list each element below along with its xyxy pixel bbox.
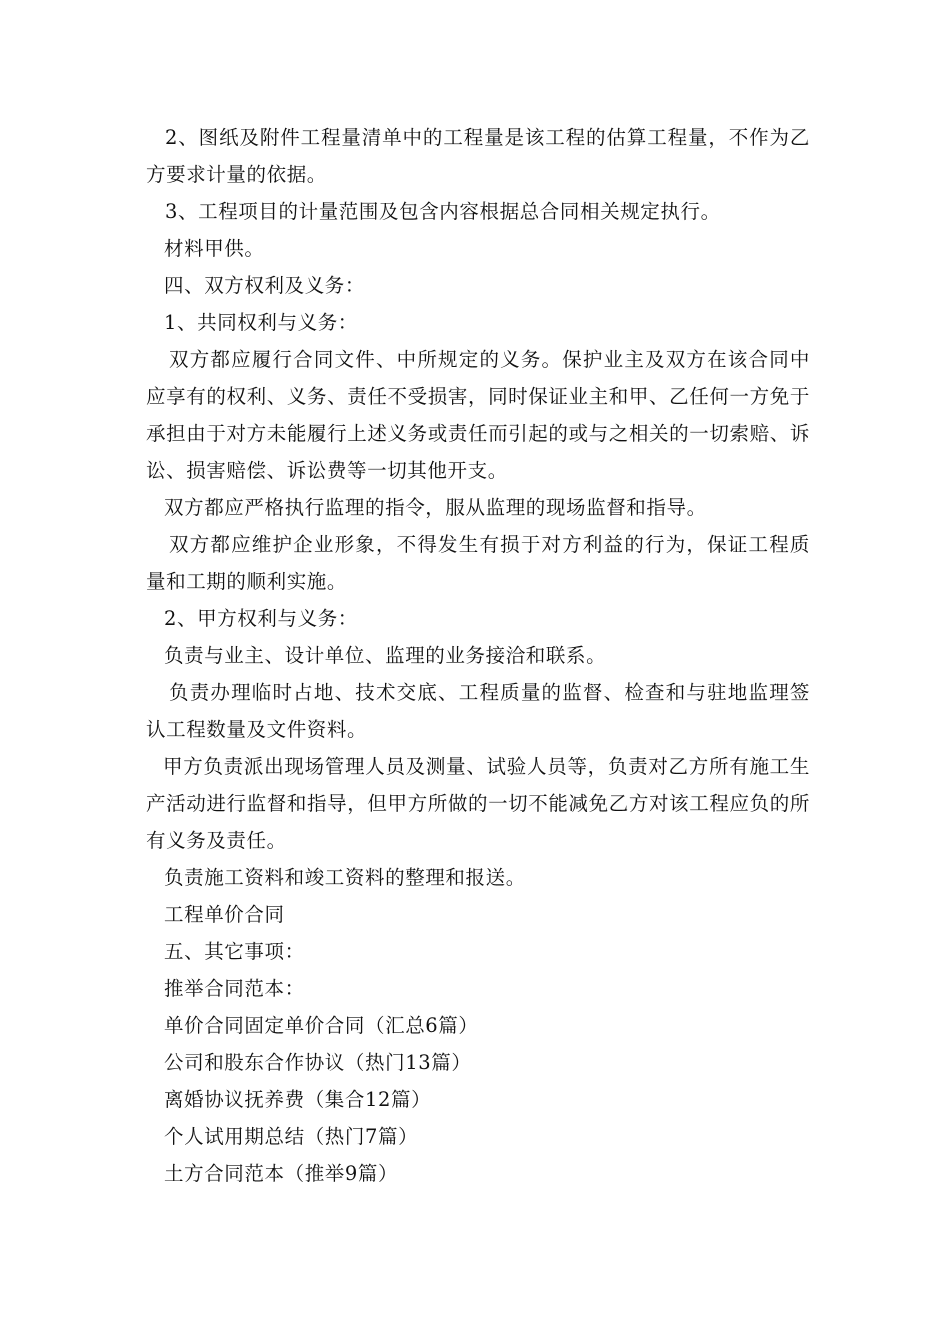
paragraph-supervision-instructions: 双方都应严格执行监理的指令，服从监理的现场监督和指导。: [164, 496, 707, 519]
recommended-template-item: 离婚协议抚养费（集合12篇）: [164, 1088, 432, 1111]
paragraph-quantity-list: 2、图纸及附件工程量清单中的工程量是该工程的估算工程量，不作为乙方要求计量的依据。: [146, 126, 810, 186]
paragraph-measurement-scope: 3、工程项目的计量范围及包含内容根据总合同相关规定执行。: [165, 200, 721, 223]
section-heading-rights-obligations: 四、双方权利及义务：: [164, 274, 366, 297]
recommended-templates-heading: 推举合同范本：: [164, 977, 305, 1000]
paragraph-unit-price-contract: 工程单价合同: [164, 903, 285, 926]
paragraph-site-management: 甲方负责派出现场管理人员及测量、试验人员等，负责对乙方所有施工生产活动进行监督和指导，但甲方所做的一切不能减免乙方对该工程应负的所有义务及责任。: [146, 755, 810, 852]
recommended-template-item: 公司和股东合作协议（热门13篇）: [164, 1051, 472, 1074]
recommended-template-item: 土方合同范本（推举9篇）: [164, 1162, 399, 1185]
paragraph-construction-records: 负责施工资料和竣工资料的整理和报送。: [164, 866, 526, 889]
subheading-party-a-rights: 2、甲方权利与义务：: [164, 607, 358, 630]
subheading-common-rights: 1、共同权利与义务：: [164, 311, 358, 334]
recommended-template-item: 个人试用期总结（热门7篇）: [164, 1125, 419, 1148]
paragraph-contract-obligations: 双方都应履行合同文件、中所规定的义务。保护业主及双方在该合同中应享有的权利、义务、责任不受损害，同时保证业主和甲、乙任何一方免于承担由于对方未能履行上述义务或责任而引起的或与之相关的一切索赔、诉讼、损害赔偿、诉讼费等一切其他开支。: [146, 348, 810, 482]
paragraph-temporary-land: 负责办理临时占地、技术交底、工程质量的监督、检查和与驻地监理签认工程数量及文件资料。: [146, 681, 810, 741]
document-body: [146, 119, 810, 1192]
paragraph-enterprise-image: 双方都应维护企业形象，不得发生有损于对方利益的行为，保证工程质量和工期的顺利实施。: [146, 533, 810, 593]
section-heading-other-matters: 五、其它事项：: [164, 940, 305, 963]
recommended-template-item: 单价合同固定单价合同（汇总6篇）: [164, 1014, 479, 1037]
paragraph-materials: 材料甲供。: [164, 237, 265, 260]
paragraph-liaison: 负责与业主、设计单位、监理的业务接洽和联系。: [164, 644, 607, 667]
